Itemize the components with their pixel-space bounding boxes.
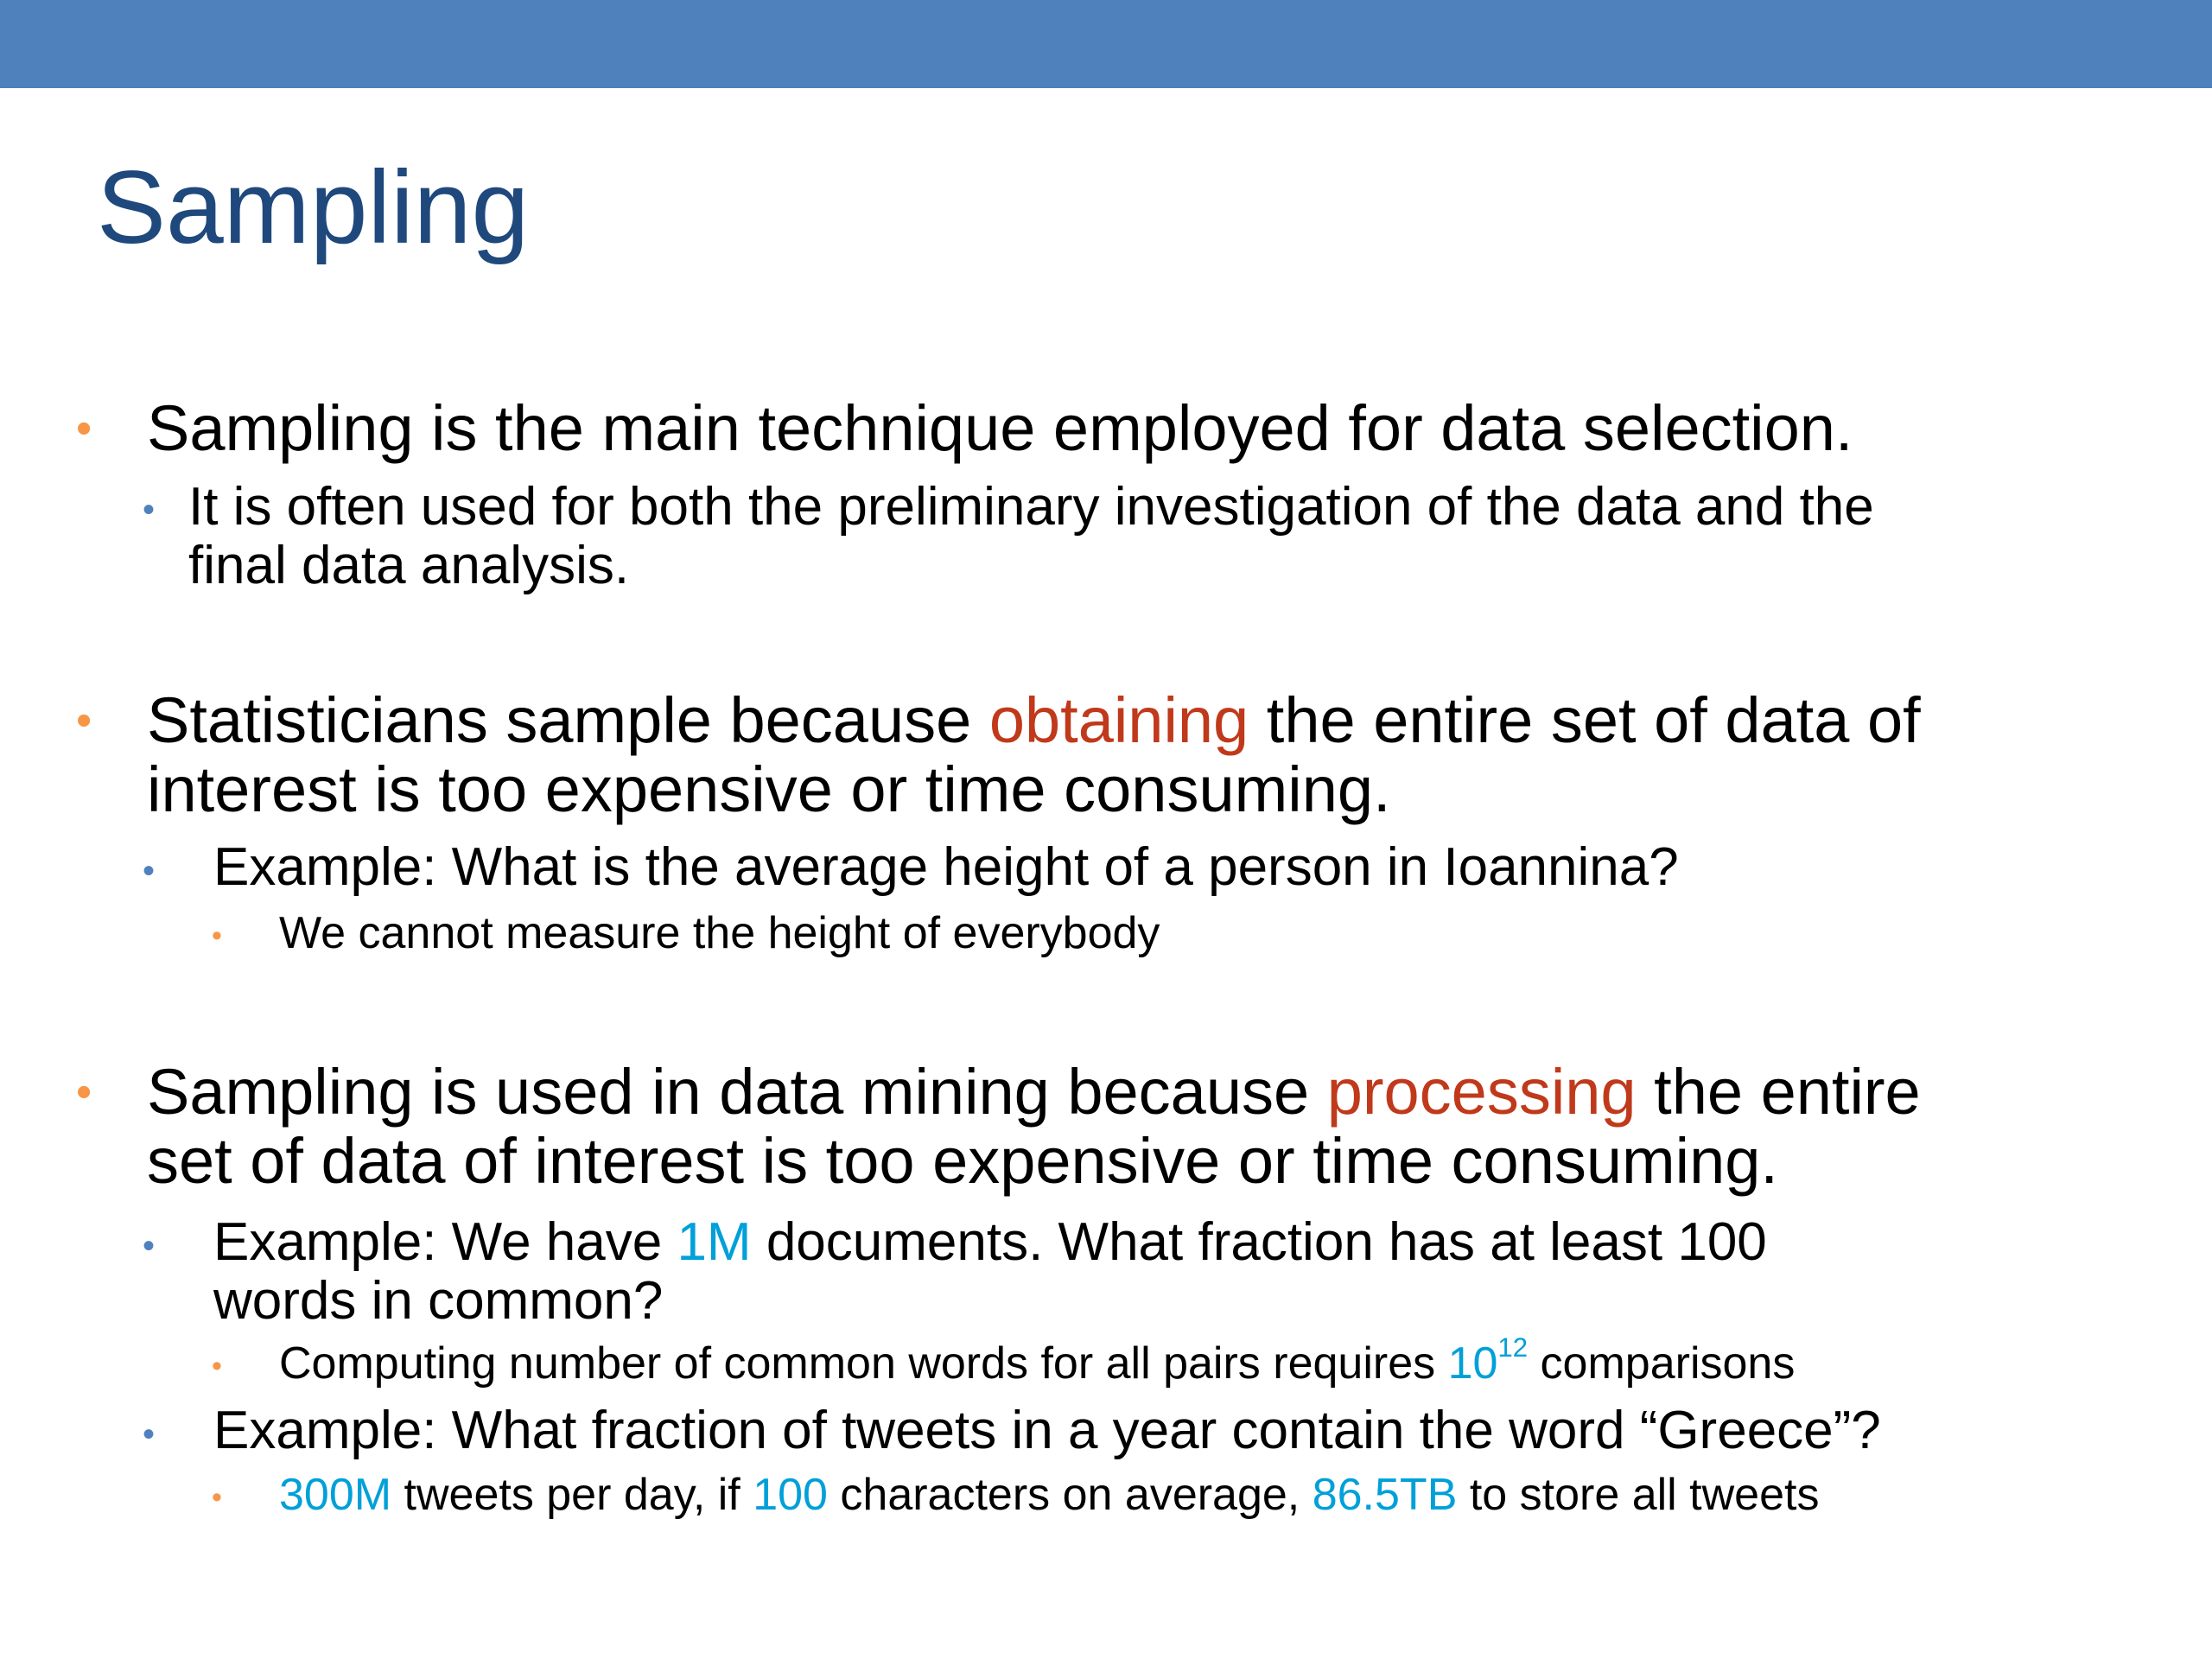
bullet-dot-icon: • <box>76 1067 92 1117</box>
bullet-dot-icon: • <box>143 852 156 890</box>
emphasis-obtaining: obtaining <box>988 684 1249 756</box>
bullet-dot-icon: • <box>143 1415 156 1453</box>
emphasis-processing: processing <box>1326 1056 1637 1128</box>
bullet-3-sub-1-text: Example: We have 1M documents. What fraction has at least 100 words in common? <box>213 1212 1767 1331</box>
bullet-dot-icon: • <box>143 1227 156 1265</box>
value-300m: 300M <box>279 1470 392 1520</box>
bullet-1-sub-1-text: It is often used for both the preliminary investigation of the data and the final data analysis. <box>188 477 1874 595</box>
bullet-2-sub-1-sub-1-text: We cannot measure the height of everybody <box>279 908 1160 958</box>
title-bar <box>0 0 2212 88</box>
bullet-3-sub-2-text: Example: What fraction of tweets in a year contain the word “Greece”? <box>213 1401 1881 1460</box>
bullet-2-text: Statisticians sample because obtaining the entire set of data of interest is too expensive or time consuming. <box>147 684 1921 825</box>
bullet-3-sub-2-sub-1-text: 300M tweets per day, if 100 characters on average, 86.5TB to store all tweets <box>279 1470 1820 1520</box>
value-86-5tb: 86.5TB <box>1312 1470 1458 1520</box>
bullet-3-text: Sampling is used in data mining because processing the entire set of data of interest is too expensive or time consuming. <box>147 1056 1921 1197</box>
bullet-1-text: Sampling is the main technique employed for data selection. <box>147 392 1853 464</box>
value-100: 100 <box>753 1470 828 1520</box>
bullet-dot-icon: • <box>212 1481 222 1514</box>
value-1m: 1M <box>677 1212 752 1272</box>
value-10-pow-12: $10^{12}$ <box>1447 1332 1529 1389</box>
bullet-dot-icon: • <box>212 1350 222 1382</box>
bullet-dot-icon: • <box>76 696 92 746</box>
bullet-dot-icon: • <box>212 919 222 952</box>
slide-title: Sampling <box>97 149 530 265</box>
bullet-dot-icon: • <box>143 491 156 529</box>
bullet-dot-icon: • <box>76 404 92 454</box>
bullet-3-sub-1-sub-1-text: Computing number of common words for all pairs requires $10^{12}$ comparisons <box>279 1332 1796 1389</box>
bullet-2-sub-1-text: Example: What is the average height of a person in Ioannina? <box>213 837 1679 897</box>
